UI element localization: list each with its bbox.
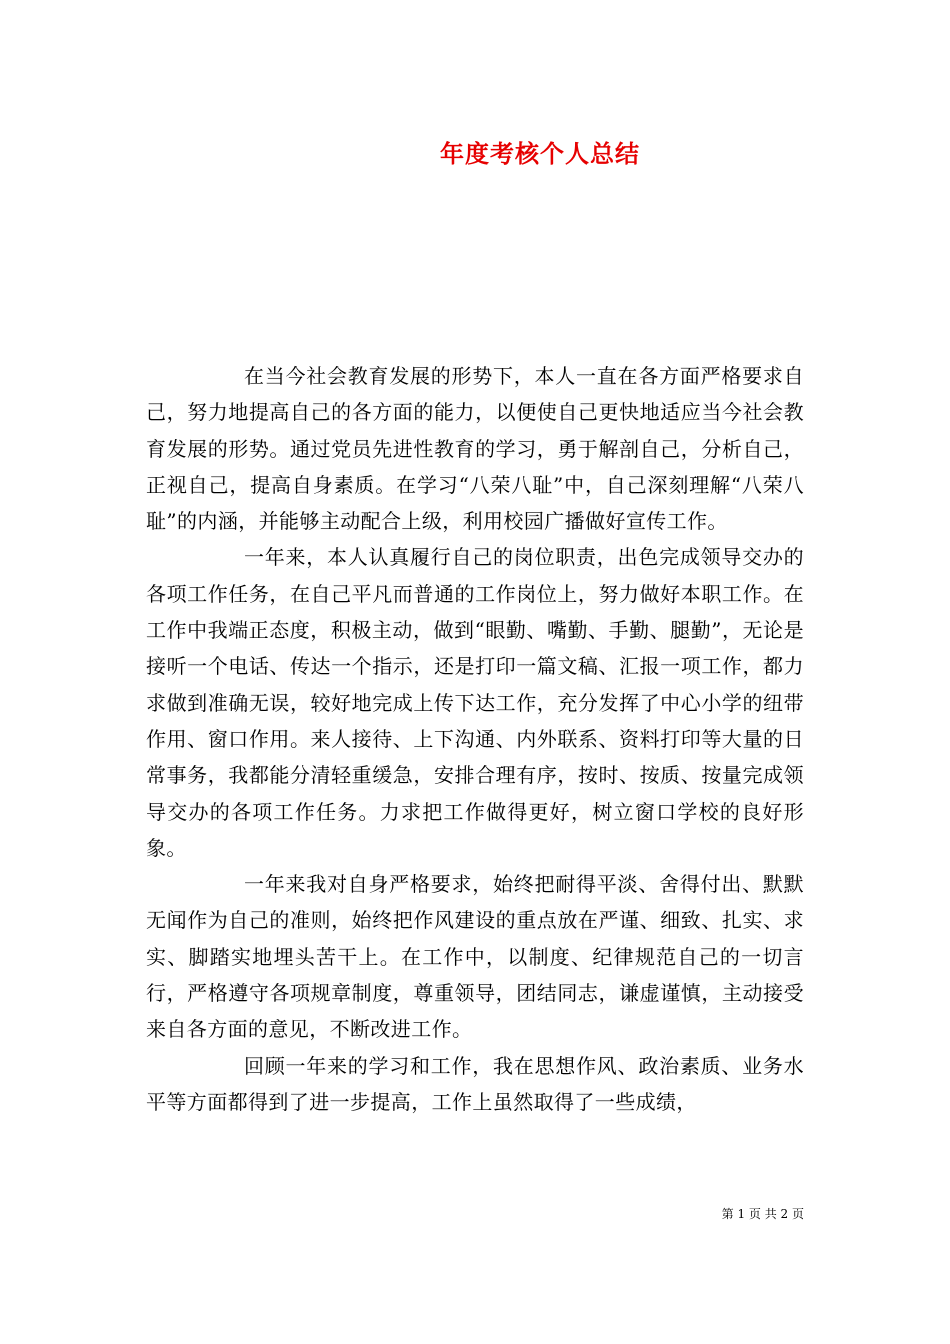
page-number-footer: 第 1 页 共 2 页 [721,1207,804,1221]
paragraph-2: 一年来，本人认真履行自己的岗位职责，出色完成领导交办的各项工作任务，在自己平凡而普通的工作岗位上，努力做好本职工作。在工作中我端正态度，积极主动，做到“眼勤、嘴勤、手勤、腿勤”，无论是接听一个电话、传达一个指示，还是打印一篇文稿、汇报一项工作，都力求做到准确无误，较好地完成上传下达工作，充分发挥了中心小学的纽带作用、窗口作用。来人接待、上下沟通、内外联系、资料打印等大量的日常事务，我都能分清轻重缓急，安排合理有序，按时、按质、按量完成领导交办的各项工作任务。力求把工作做得更好，树立窗口学校的良好形象。 [146,545,804,860]
paragraph-1: 在当今社会教育发展的形势下，本人一直在各方面严格要求自己，努力地提高自己的各方面的能力，以便使自己更快地适应当今社会教育发展的形势。通过党员先进性教育的学习，勇于解剖自己，分析自己，正视自己，提高自身素质。在学习“八荣八耻”中，自己深刻理解“八荣八耻”的内涵，并能够主动配合上级，利用校园广播做好宣传工作。 [146,364,804,534]
document-body [146,358,804,1120]
paragraph-3: 一年来我对自身严格要求，始终把耐得平淡、舍得付出、默默无闻作为自己的准则，始终把作风建设的重点放在严谨、细致、扎实、求实、脚踏实地埋头苦干上。在工作中，以制度、纪律规范自己的一切言行，严格遵守各项规章制度，尊重领导，团结同志，谦虚谨慎，主动接受来自各方面的意见，不断改进工作。 [146,872,804,1042]
paragraph-4: 回顾一年来的学习和工作，我在思想作风、政治素质、业务水平等方面都得到了进一步提高，工作上虽然取得了一些成绩， [146,1053,804,1114]
document-title: 年度考核个人总结 [440,139,640,168]
